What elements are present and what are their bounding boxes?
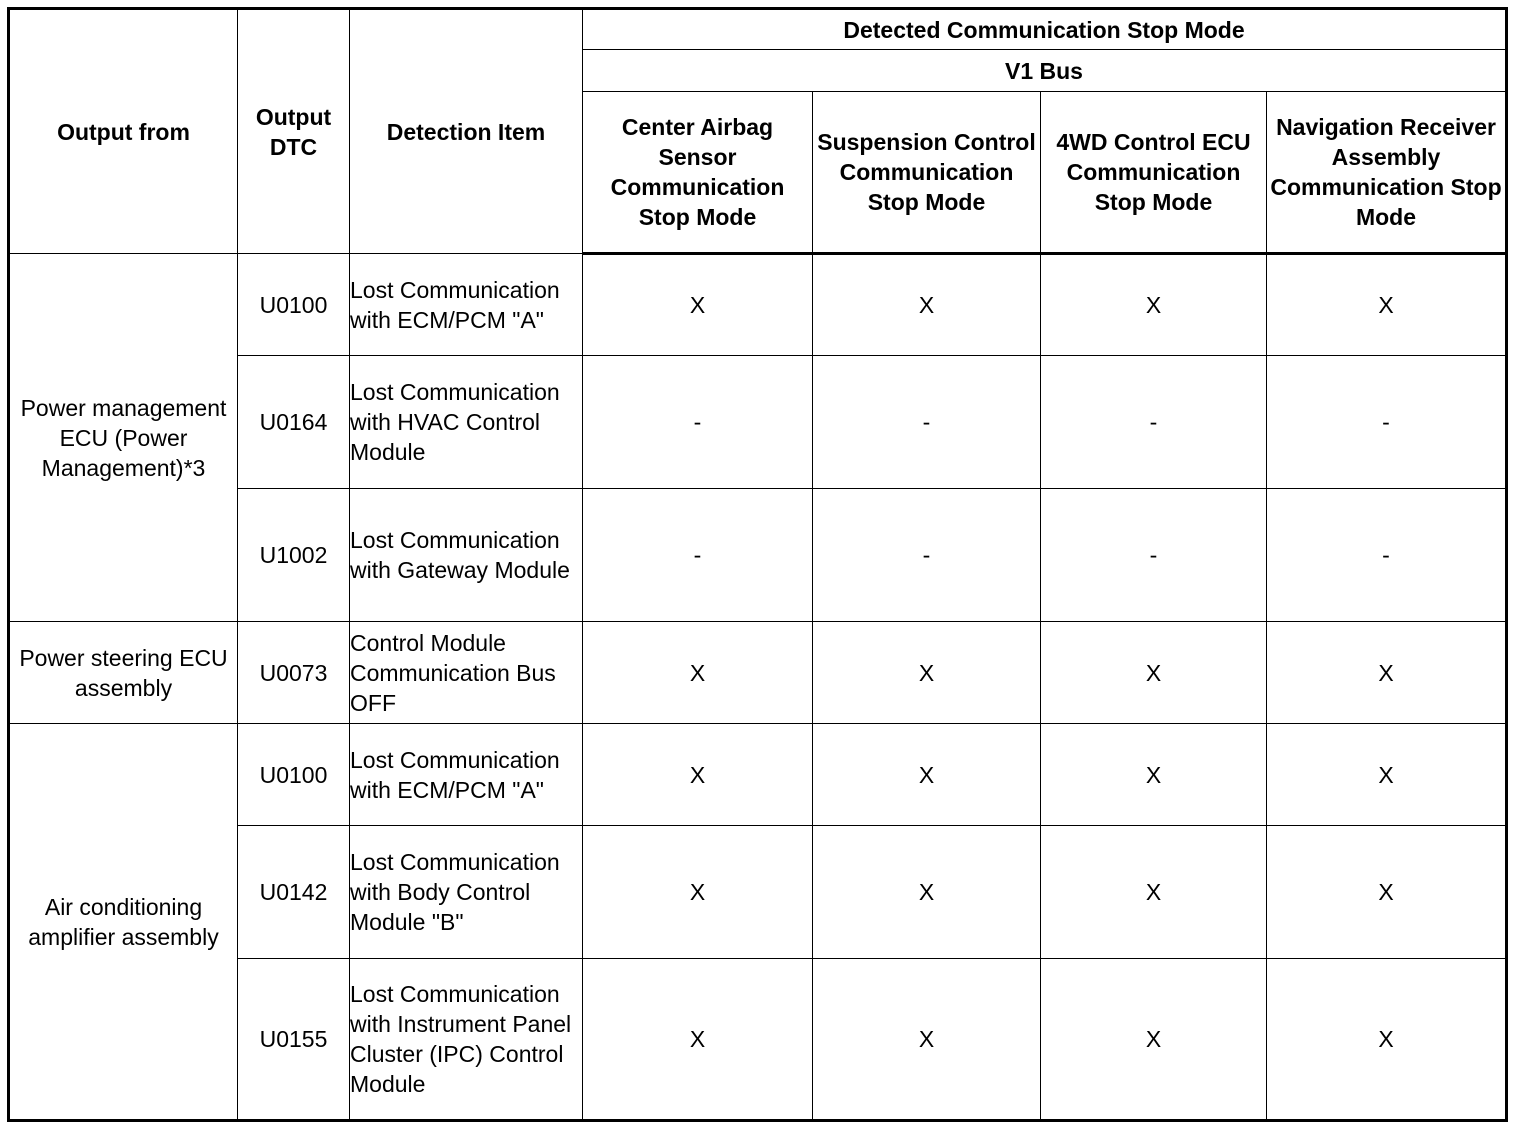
dtc-code: U0155	[238, 959, 350, 1121]
mode-mark: X	[583, 622, 813, 724]
header-mode-navigation: Navigation Receiver Assembly Communication Stop Mode	[1267, 92, 1507, 254]
header-bus: V1 Bus	[583, 50, 1507, 92]
mode-mark: X	[1041, 724, 1267, 826]
mode-mark: -	[1041, 489, 1267, 622]
mode-mark: X	[583, 724, 813, 826]
mode-mark: X	[1267, 724, 1507, 826]
mode-mark: X	[1041, 826, 1267, 959]
dtc-code: U0073	[238, 622, 350, 724]
header-mode-airbag: Center Airbag Sensor Communication Stop Mode	[583, 92, 813, 254]
dtc-code: U0164	[238, 356, 350, 489]
mode-mark: X	[583, 254, 813, 356]
table-row	[9, 254, 1507, 356]
output-from-cell: Air conditioning amplifier assembly	[9, 724, 238, 1121]
mode-mark: -	[583, 489, 813, 622]
mode-mark: -	[813, 356, 1041, 489]
mode-mark: -	[813, 489, 1041, 622]
mode-mark: X	[583, 826, 813, 959]
table-row	[9, 724, 1507, 826]
header-mode-suspension: Suspension Control Communication Stop Mode	[813, 92, 1041, 254]
mode-mark: X	[1041, 959, 1267, 1121]
mode-mark: X	[813, 959, 1041, 1121]
dtc-table	[7, 7, 1508, 1122]
mode-mark: -	[1041, 356, 1267, 489]
mode-mark: -	[1267, 489, 1507, 622]
dtc-code: U1002	[238, 489, 350, 622]
mode-mark: X	[1267, 959, 1507, 1121]
output-from-cell: Power steering ECU assembly	[9, 622, 238, 724]
mode-mark: X	[813, 622, 1041, 724]
detection-item: Lost Communication with HVAC Control Module	[350, 356, 583, 489]
dtc-code: U0142	[238, 826, 350, 959]
mode-mark: X	[813, 826, 1041, 959]
table-row	[9, 622, 1507, 724]
dtc-code: U0100	[238, 254, 350, 356]
mode-mark: -	[583, 356, 813, 489]
header-output-from: Output from	[9, 9, 238, 254]
header-detection-item: Detection Item	[350, 9, 583, 254]
detection-item: Lost Communication with Body Control Module "B"	[350, 826, 583, 959]
mode-mark: X	[1267, 254, 1507, 356]
detection-item: Lost Communication with Gateway Module	[350, 489, 583, 622]
detection-item: Lost Communication with Instrument Panel Cluster (IPC) Control Module	[350, 959, 583, 1121]
dtc-code: U0100	[238, 724, 350, 826]
detection-item: Control Module Communication Bus OFF	[350, 622, 583, 724]
header-output-dtc: Output DTC	[238, 9, 350, 254]
mode-mark: X	[813, 254, 1041, 356]
mode-mark: X	[1267, 622, 1507, 724]
mode-mark: X	[1041, 254, 1267, 356]
detection-item: Lost Communication with ECM/PCM "A"	[350, 724, 583, 826]
mode-mark: X	[813, 724, 1041, 826]
mode-mark: X	[1267, 826, 1507, 959]
output-from-cell: Power management ECU (Power Management)*3	[9, 254, 238, 622]
mode-mark: X	[1041, 622, 1267, 724]
mode-mark: X	[583, 959, 813, 1121]
mode-mark: -	[1267, 356, 1507, 489]
detection-item: Lost Communication with ECM/PCM "A"	[350, 254, 583, 356]
header-detected-mode: Detected Communication Stop Mode	[583, 9, 1507, 50]
header-mode-4wd: 4WD Control ECU Communication Stop Mode	[1041, 92, 1267, 254]
